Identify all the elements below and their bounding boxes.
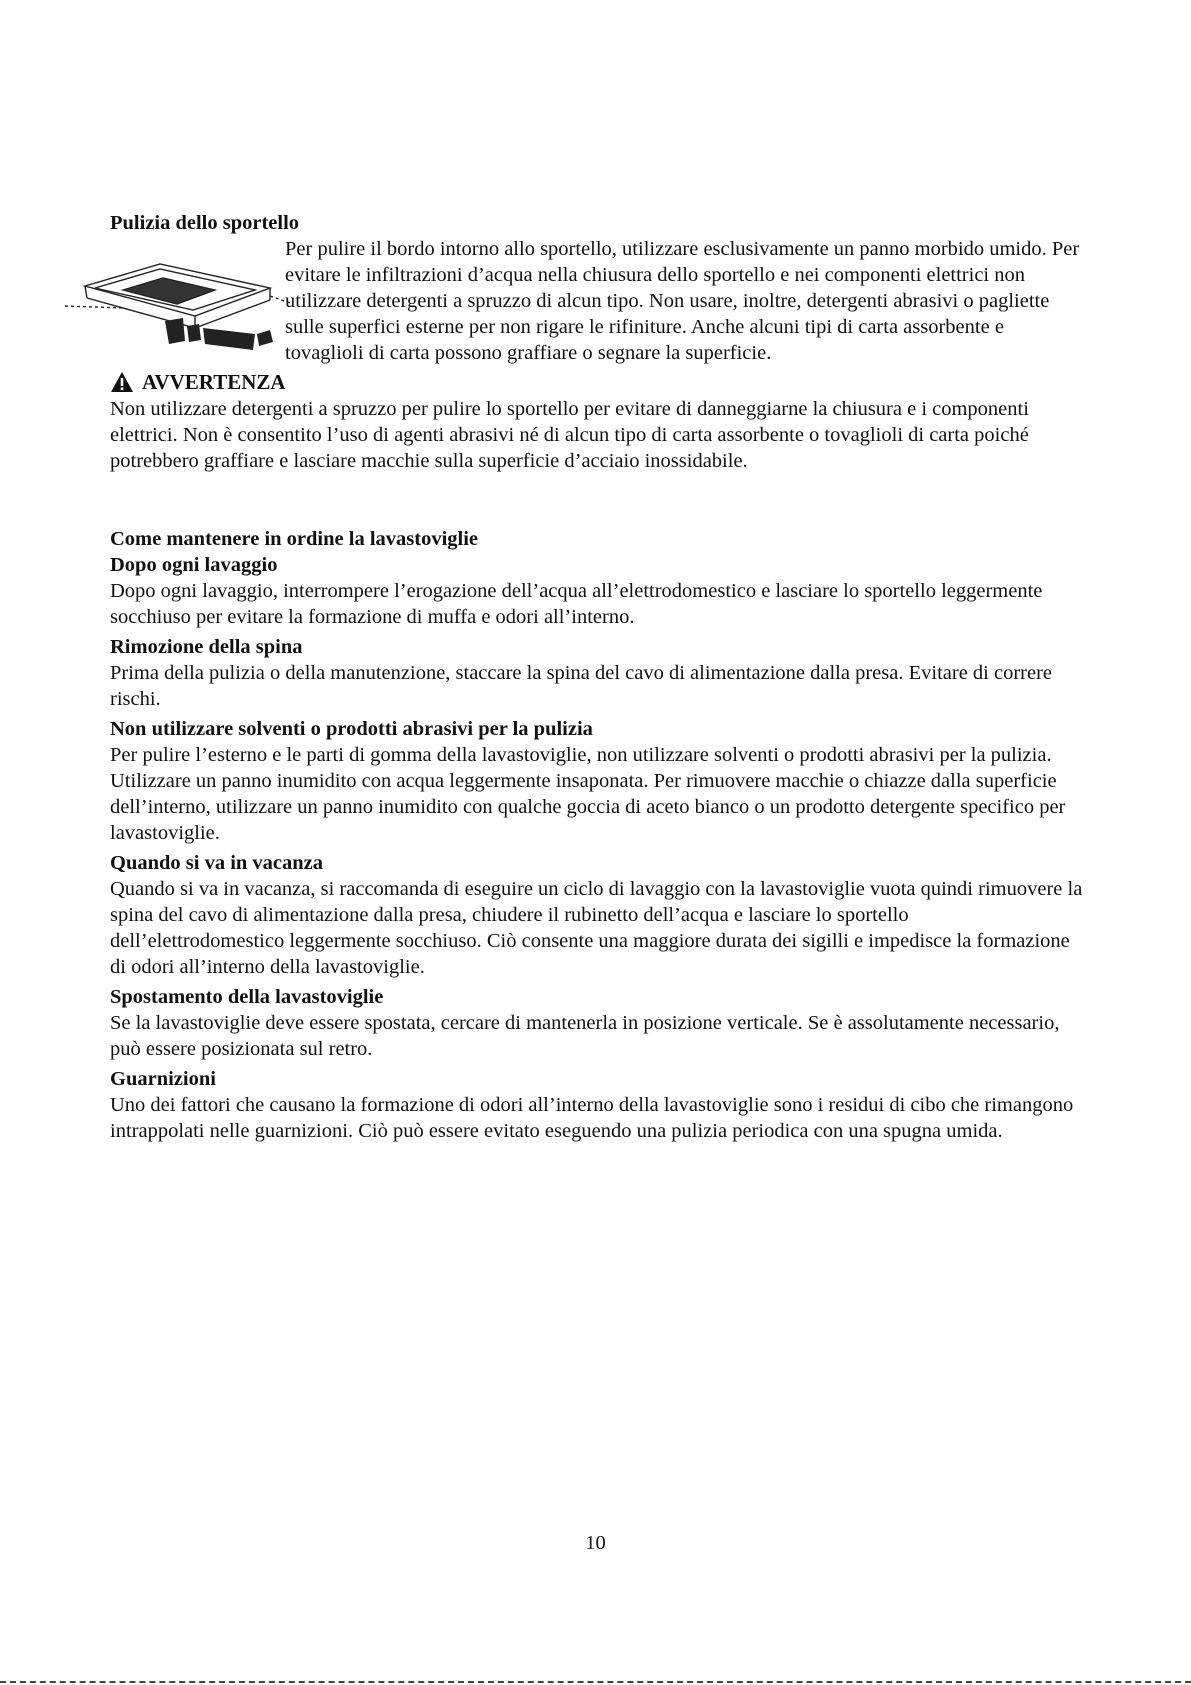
maintenance-section — [110, 850, 1085, 980]
door-cleaning-title: Pulizia dello sportello — [110, 212, 300, 234]
section-text-no-solvents: Per pulire l’esterno e le parti di gomma della lavastoviglie, non utilizzare solventi o prodotti abrasivi per la pulizia. Utilizzare un panno inumidito con acqua leggermente insaponata. Per rimuovere macchie o chiazze dalla superficie dell’interno, utilizzare un panno inumidito con qualche goccia di aceto bianco o un prodotto detergente specifico per lavastoviglie. — [110, 744, 1066, 844]
maintenance-section — [110, 716, 1085, 846]
section-title-plug-removal: Rimozione della spina — [110, 636, 303, 658]
maintenance-section — [110, 634, 1085, 712]
warning-text: Non utilizzare detergenti a spruzzo per pulire lo sportello per evitare di danneggiarne la chiusura e i componenti elettrici. Non è consentito l’uso di agenti abrasivi né di alcun tipo di carta assorbente o tovaglioli di carta poiché potrebbero graffiare e lasciare macchie sulla superficie d’acciaio inossidabile. — [110, 398, 1029, 472]
section-text-seals: Uno dei fattori che causano la formazione di odori all’interno della lavastoviglie sono i residui di cibo che rimangono intrappolati nelle guarnizioni. Ciò può essere evitato eseguendo una pulizia periodica con una spugna umida. — [110, 1094, 1074, 1142]
maintenance-section — [110, 1066, 1085, 1144]
maintenance-section — [110, 984, 1085, 1062]
section-text-moving: Se la lavastoviglie deve essere spostata, cercare di mantenerla in posizione verticale. Se è assolutamente necessario, può essere posizionata sul retro. — [110, 1012, 1060, 1060]
section-title-vacation: Quando si va in vacanza — [110, 852, 324, 874]
warning-heading — [110, 368, 1085, 396]
dishwasher-door-illustration — [65, 246, 295, 356]
page-number: 10 — [585, 1532, 606, 1554]
door-cleaning-block — [110, 210, 1085, 366]
warning-title: AVVERTENZA — [142, 370, 286, 394]
section-text-plug-removal: Prima della pulizia o della manutenzione, staccare la spina del cavo di alimentazione dalla presa. Evitare di correre rischi. — [110, 662, 1053, 710]
section-title-moving: Spostamento della lavastoviglie — [110, 986, 384, 1008]
section-text-after-wash: Dopo ogni lavaggio, interrompere l’erogazione dell’acqua all’elettrodomestico e lasciare lo sportello leggermente socchiuso per evitare la formazione di muffa e odori all’interno. — [110, 580, 1043, 628]
section-title-seals: Guarnizioni — [110, 1068, 216, 1090]
section-title-after-wash: Dopo ogni lavaggio — [110, 554, 278, 576]
page-content — [110, 210, 1085, 1144]
maintenance-title: Come mantenere in ordine la lavastoviglie — [110, 528, 479, 550]
section-title-no-solvents: Non utilizzare solventi o prodotti abrasivi per la pulizia — [110, 718, 593, 740]
door-cleaning-text: Per pulire il bordo intorno allo sportello, utilizzare esclusivamente un panno morbido umido. Per evitare le infiltrazioni d’acqua nella chiusura dello sportello e nei componenti elettrici non utilizzare detergenti a spruzzo di alcun tipo. Non usare, inoltre, detergenti abrasivi o pagliette sulle superfici esterne per non rigare le rifiniture. Anche alcuni tipi di carta assorbente e tovaglioli di carta possono graffiare o segnare la superficie. — [285, 238, 1080, 364]
bottom-dashed-rule — [0, 1681, 1191, 1683]
maintenance-section — [110, 552, 1085, 630]
section-text-vacation: Quando si va in vacanza, si raccomanda di eseguire un ciclo di lavaggio con la lavastoviglie vuota quindi rimuovere la spina del cavo di alimentazione dalla presa, chiudere il rubinetto dell’acqua e lasciare lo sportello dell’elettrodomestico leggermente socchiuso. Ciò consente una maggiore durata dei sigilli e impedisce la formazione di odori all’interno della lavastoviglie. — [110, 878, 1083, 978]
warning-icon — [110, 371, 134, 393]
section-spacer — [110, 474, 1085, 526]
